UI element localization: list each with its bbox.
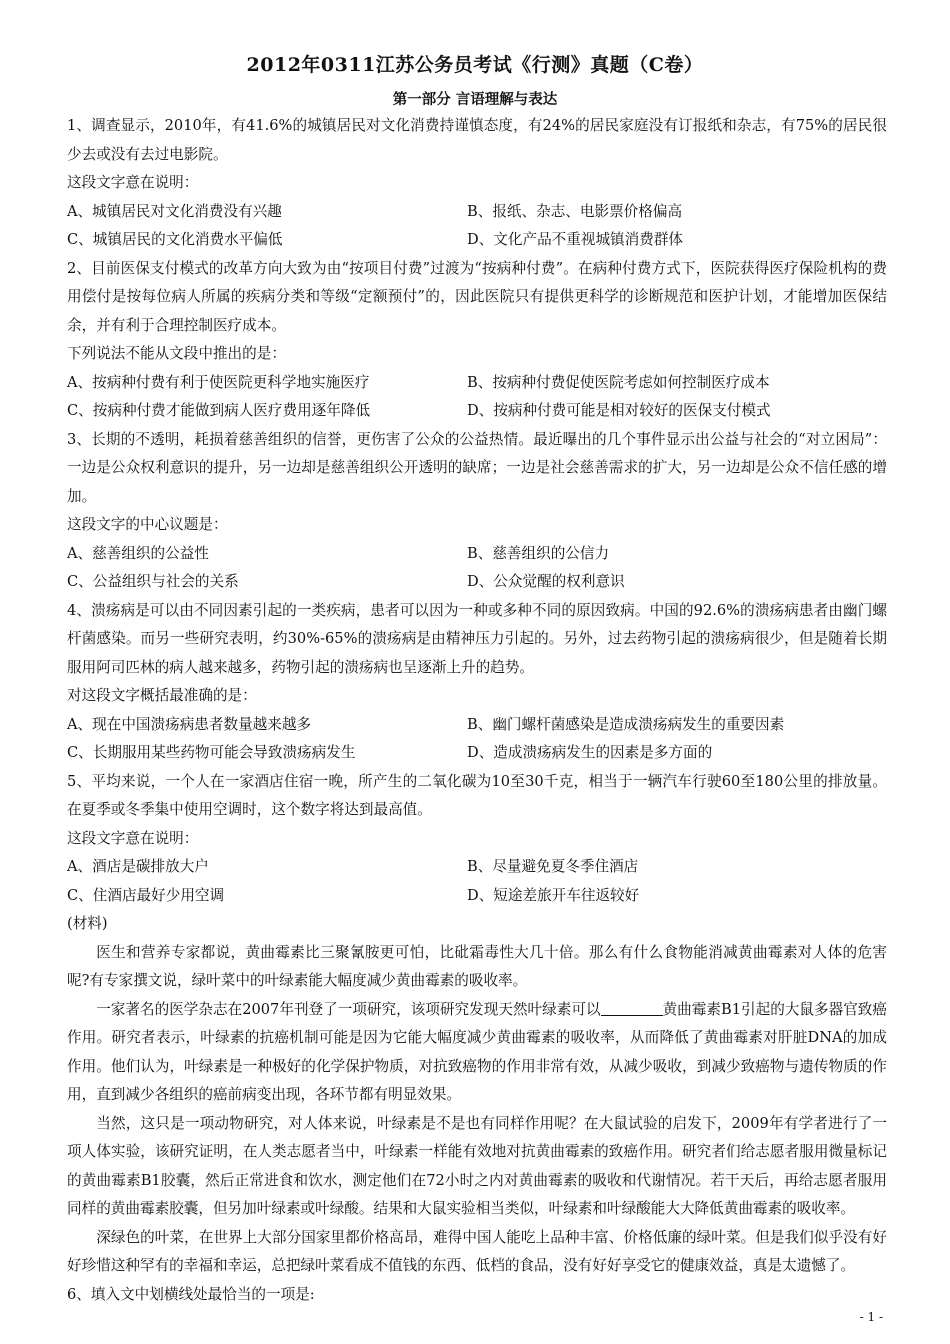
question-4-options-row-2 xyxy=(67,739,887,768)
question-1-prompt: 这段文字意在说明： xyxy=(67,174,199,191)
page-title: 2012年0311江苏公务员考试《行测》真题（C卷） xyxy=(246,54,704,76)
question-5-options-row-1 xyxy=(67,853,887,882)
question-5-prompt: 这段文字意在说明： xyxy=(67,829,199,847)
question-2-option-b: B、按病种付费促使医院考虑如何控制医疗成本 xyxy=(467,373,770,391)
question-5-option-c: C、住酒店最好少用空调 xyxy=(67,886,225,904)
question-3-option-b: B、慈善组织的公信力 xyxy=(467,544,610,562)
question-4-option-a: A、现在中国溃疡病患者数量越来越多 xyxy=(67,715,312,733)
question-1-option-a: A、城镇居民对文化消费没有兴趣 xyxy=(67,202,282,220)
question-4-options-row-1 xyxy=(67,711,887,740)
question-2-option-d: D、按病种付费可能是相对较好的医保支付模式 xyxy=(467,402,771,419)
fill-in-blank xyxy=(601,999,663,1016)
question-5-options-row-2 xyxy=(67,882,887,911)
question-1-option-c: C、城镇居民的文化消费水平偏低 xyxy=(67,231,283,248)
question-1-stem: 1、调查显示，2010年，有41.6%的城镇居民对文化消费持谨慎态度，有24%的居民家庭没有订报纸和杂志，有75%的居民很少去或没有去过电影院。 xyxy=(67,117,887,163)
question-3-options-row-2 xyxy=(67,568,887,597)
question-3-options-row-1 xyxy=(67,540,887,569)
section-heading: 第一部分 言语理解与表达 xyxy=(392,91,558,108)
material-paragraph-2-before: 一家著名的医学杂志在2007年刊登了一项研究，该项研究发现天然叶绿素可以 xyxy=(96,1000,601,1018)
page-number: - 1 - xyxy=(859,1310,883,1324)
question-1-option-b: B、报纸、杂志、电影票价格偏高 xyxy=(467,202,683,220)
question-2-options-row-2 xyxy=(67,397,887,426)
question-2-stem: 2、目前医保支付模式的改革方向大致为由“按项目付费”过渡为“按病种付费”。在病种付费方式下，医院获得医疗保险机构的费用偿付是按每位病人所属的疾病分类和等级“定额预付”的，因此医院只有提供更科学的诊断规范和医护计划，才能增加医保结余，并有利于合理控制医疗成本。 xyxy=(67,259,887,334)
question-5-option-d: D、短途差旅开车往返较好 xyxy=(467,886,640,904)
question-4-stem: 4、溃疡病是可以由不同因素引起的一类疾病，患者可以因为一种或多种不同的原因致病。中国的92.6%的溃疡病患者由幽门螺杆菌感染。而另一些研究表明，约30%-65%的溃疡病是由精神压力引起的。另外，过去药物引起的溃疡病很少，但是随着长期服用阿司匹林的病人越来越多，药物引起的溃疡病也呈逐渐上升的趋势。 xyxy=(67,601,887,676)
question-3-option-a: A、慈善组织的公益性 xyxy=(67,544,209,562)
material-label: (材料) xyxy=(67,915,108,932)
question-4-prompt: 对这段文字概括最准确的是： xyxy=(67,687,257,704)
question-2-option-c: C、按病种付费才能做到病人医疗费用逐年降低 xyxy=(67,402,371,419)
question-1-option-d: D、文化产品不重视城镇消费群体 xyxy=(467,231,684,248)
material-paragraph-2-after: 黄曲霉素B1引起的大鼠多器官致癌作用。研究者表示，叶绿素的抗癌机制可能是因为它能大幅度减少黄曲霉素的吸收率，从而降低了黄曲霉素对肝脏DNA的加成作用。他们认为，叶绿素是一种极好的化学保护物质，对抗致癌物的作用非常有效，从减少吸收，到减少致癌物与遗传物质的作用，直到减少各组织的癌前病变出现，各环节都有明显效果。 xyxy=(67,1000,887,1103)
material-paragraph-1: 医生和营养专家都说，黄曲霉素比三聚氰胺更可怕，比砒霜毒性大几十倍。那么有什么食物能消减黄曲霉素对人体的危害呢?有专家撰文说，绿叶菜中的叶绿素能大幅度减少黄曲霉素的吸收率。 xyxy=(67,943,887,989)
question-content xyxy=(67,112,887,1309)
question-4-option-d: D、造成溃疡病发生的因素是多方面的 xyxy=(467,744,713,761)
question-3-prompt: 这段文字的中心议题是： xyxy=(67,516,228,533)
material-paragraph-4: 深绿色的叶菜，在世界上大部分国家里都价格高昂，难得中国人能吃上品种丰富、价格低廉的绿叶菜。但是我们似乎没有好好珍惜这种罕有的幸福和幸运，总把绿叶菜看成不值钱的东西、低档的食品，没有好好享受它的健康效益，真是太遗憾了。 xyxy=(67,1228,887,1274)
material-paragraph-3: 当然，这只是一项动物研究，对人体来说，叶绿素是不是也有同样作用呢？在大鼠试验的启发下，2009年有学者进行了一项人体实验，该研究证明，在人类志愿者当中，叶绿素一样能有效地对抗黄曲霉素的致癌作用。研究者们给志愿者服用微量标记的黄曲霉素B1胶囊，然后正常进食和饮水，测定他们在72小时之内对黄曲霉素的吸收和代谢情况。若干天后，再给志愿者服用同样的黄曲霉素胶囊，但另加叶绿素或叶绿酸。结果和大鼠实验相当类似，叶绿素和叶绿酸能大大降低黄曲霉素的吸收率。 xyxy=(67,1114,887,1217)
question-3-option-c: C、公益组织与社会的关系 xyxy=(67,573,239,590)
question-1-options-row-1 xyxy=(67,198,887,227)
question-3-option-d: D、公众觉醒的权利意识 xyxy=(467,573,625,590)
question-4-option-c: C、长期服用某些药物可能会导致溃疡病发生 xyxy=(67,744,356,761)
question-3-stem: 3、长期的不透明，耗损着慈善组织的信誉，更伤害了公众的公益热情。最近曝出的几个事件显示出公益与社会的“对立困局”：一边是公众权利意识的提升，另一边却是慈善组织公开透明的缺席；一边是社会慈善需求的扩大，另一边却是公众不信任感的增加。 xyxy=(67,430,887,505)
question-6-stem: 6、填入文中划横线处最恰当的一项是: xyxy=(67,1285,315,1303)
question-2-option-a: A、按病种付费有利于使医院更科学地实施医疗 xyxy=(67,373,370,391)
question-4-option-b: B、幽门螺杆菌感染是造成溃疡病发生的重要因素 xyxy=(467,715,785,733)
question-2-options-row-1 xyxy=(67,369,887,398)
question-1-options-row-2 xyxy=(67,226,887,255)
question-5-stem: 5、平均来说，一个人在一家酒店住宿一晚，所产生的二氧化碳为10至30千克，相当于一辆汽车行驶60至180公里的排放量。在夏季或冬季集中使用空调时，这个数字将达到最高值。 xyxy=(67,772,887,818)
question-5-option-b: B、尽量避免夏冬季住酒店 xyxy=(467,858,639,875)
question-5-option-a: A、酒店是碳排放大户 xyxy=(67,858,209,875)
question-2-prompt: 下列说法不能从文段中推出的是： xyxy=(67,345,286,362)
material-paragraph-2 xyxy=(67,996,887,1110)
